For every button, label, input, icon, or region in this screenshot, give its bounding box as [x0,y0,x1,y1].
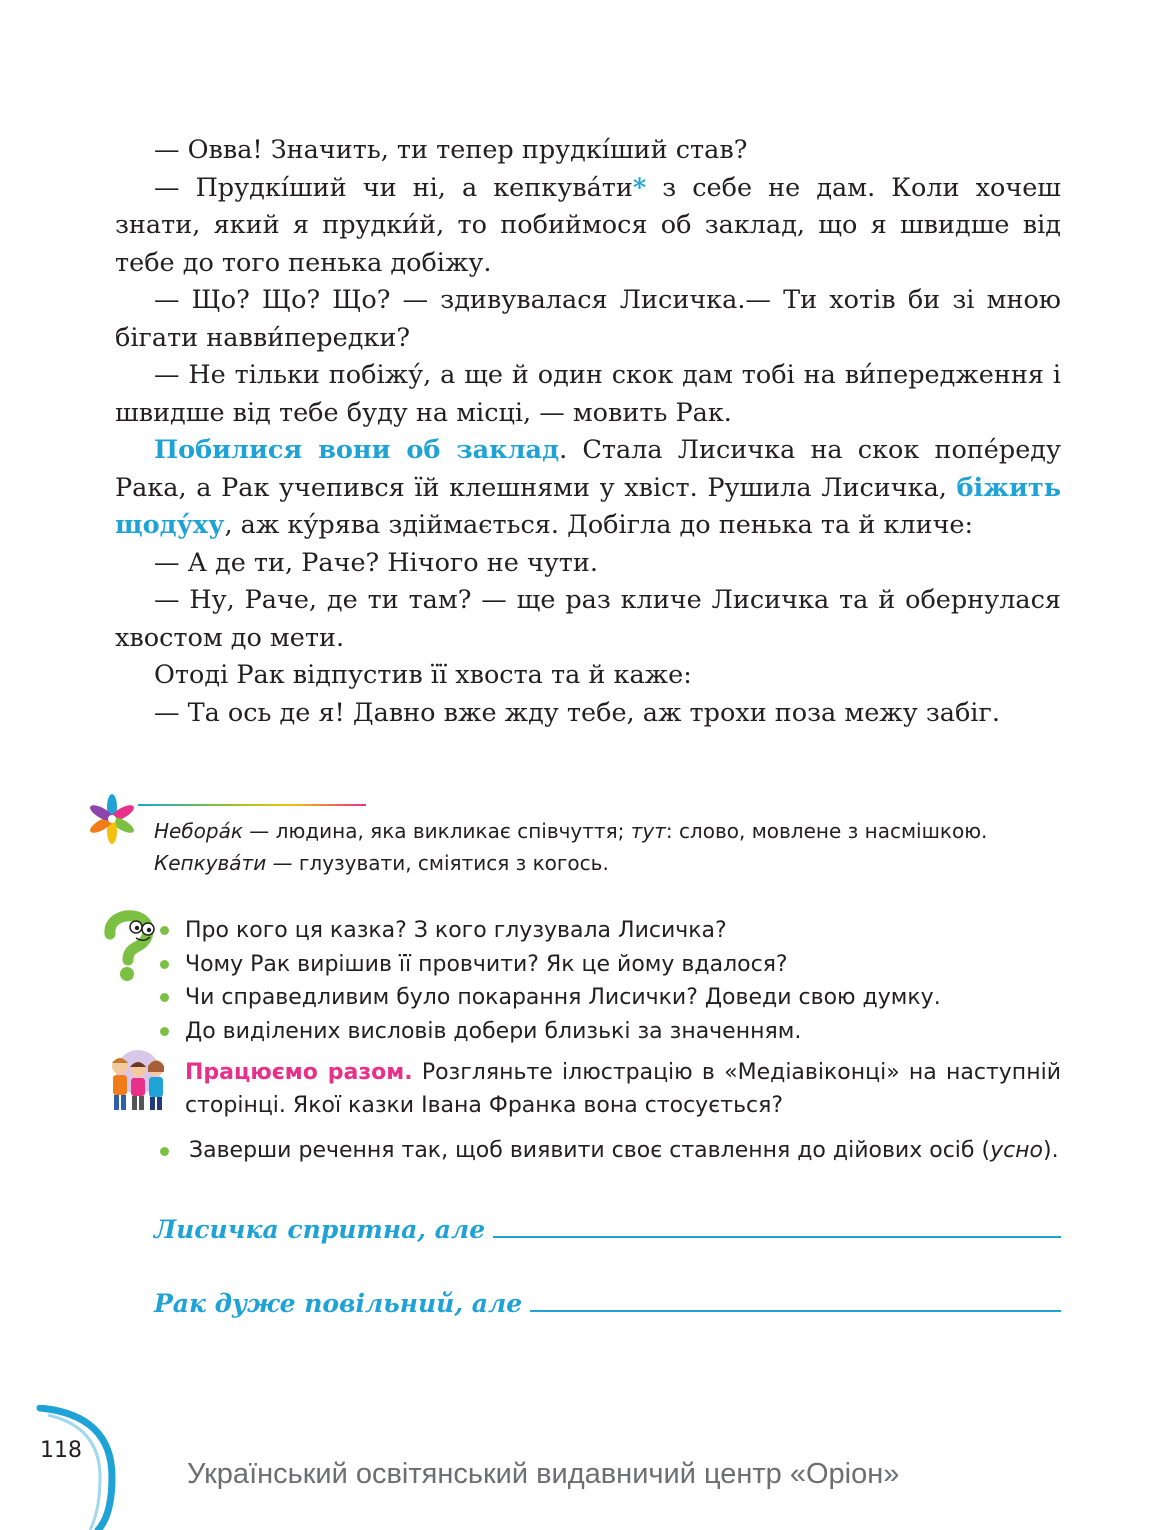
question-list [160,914,1065,1048]
glossary-definition: — глузувати, сміятися з когось. [266,851,609,875]
fill-in-sentence [154,1286,1061,1318]
story-text-span: з себе не дам. Коли хочеш знати, який я прудки́й, то побиймося об заклад, що я швидше від тебе до того пенька добіжу. [115,172,1061,278]
footnote-asterisk: * [632,172,647,203]
highlighted-phrase: Побилися вони об заклад [154,435,560,465]
story-text [115,132,1061,732]
task-text: Заверши речення так, щоб виявити своє ставлення до дійових осіб ( [189,1138,991,1163]
question-mark-icon [100,910,160,982]
story-paragraph: — Овва! Значить, ти тепер прудкі́ший став? [154,135,748,165]
glossary-term: тут [630,819,666,843]
glossary-term: Кепкува́ти [154,851,267,875]
story-paragraph: — Не тільки побіжу́, а ще й один скок дам тобі на ви́передження і швидше від тебе буду на місці, — мовить Рак. [115,360,1061,428]
glossary-definition: : слово, мовлене з насмішкою. [665,819,988,843]
story-paragraph [115,170,1061,283]
question-text: Про кого ця казка? З кого глузувала Лисичка? [185,918,727,943]
story-text-span: , аж ку́рява здіймається. Добігла до пенька та й кличе: [224,510,974,540]
page-corner-arc [0,1405,130,1530]
glossary-entry [115,847,1061,879]
group-work-heading: Працюємо разом. [185,1060,413,1085]
green-bullet-icon [160,993,169,1002]
story-paragraph: — А де ти, Раче? Нічого не чути. [154,547,599,578]
question-item [160,948,1065,982]
answer-blank-line[interactable] [530,1286,1061,1312]
green-bullet-icon [160,960,169,969]
question-item [160,1015,1065,1049]
completion-task [160,1134,1061,1167]
page-number: 118 [40,1438,82,1463]
glossary-entry [115,815,1061,847]
sentence-start: Лисичка спритна, але [154,1215,486,1244]
glossary-divider [138,804,366,806]
green-bullet-icon [160,1027,169,1036]
question-item [160,914,1065,948]
highlighted-phrase: біжить щоду́ху [115,472,1061,540]
kids-group-icon [100,1050,176,1116]
green-bullet-icon [160,1147,169,1156]
glossary-definition: — людина, яка викликає співчуття; [242,819,631,843]
story-text-span: — Прудкі́ший чи ні, а кепкува́ти [154,172,633,203]
question-text: До виділених висловів добери близькі за значенням. [185,1018,802,1044]
publisher-name: Український освітянський видавничий центр «Оріон» [187,1458,900,1490]
task-text-emphasis: усно [990,1138,1044,1163]
story-paragraph: — Та ось де я! Давно вже жду тебе, аж трохи поза межу забіг. [154,697,1000,728]
green-bullet-icon [160,926,169,935]
fill-in-sentence [154,1212,1061,1244]
group-work-task [185,1056,1061,1122]
story-paragraph: Отоді Рак відпустив її хвоста та й каже: [154,660,692,690]
question-text: Чи справедливим було покарання Лисички? Доведи свою думку. [185,985,941,1010]
story-paragraph: — Ну, Раче, де ти там? — ще раз кличе Лисичка та й обернулася хвостом до мети. [115,585,1061,653]
glossary-term: Небора́к [154,819,243,843]
question-item [160,981,1065,1015]
story-text-span: . Стала Лисичка на скок попе́реду Рака, а Рак учепився їй клешнями у хвіст. Рушила Лисичка, [115,435,1062,503]
glossary [115,815,1061,879]
answer-blank-line[interactable] [493,1212,1061,1238]
question-text: Чому Рак вирішив її провчити? Як це йому вдалося? [185,951,788,977]
story-paragraph: — Що? Що? Що? — здивувалася Лисичка.— Ти хотів би зі мною бігати навви́передки? [115,285,1061,353]
story-paragraph [115,432,1061,545]
group-work-text: Розгляньте ілюстрацію в «Медіавіконці» на наступній сторінці. Якої казки Івана Франка вона стосується? [185,1060,1061,1118]
sentence-start: Рак дуже повільний, але [154,1289,523,1318]
task-text: ). [1043,1138,1059,1163]
